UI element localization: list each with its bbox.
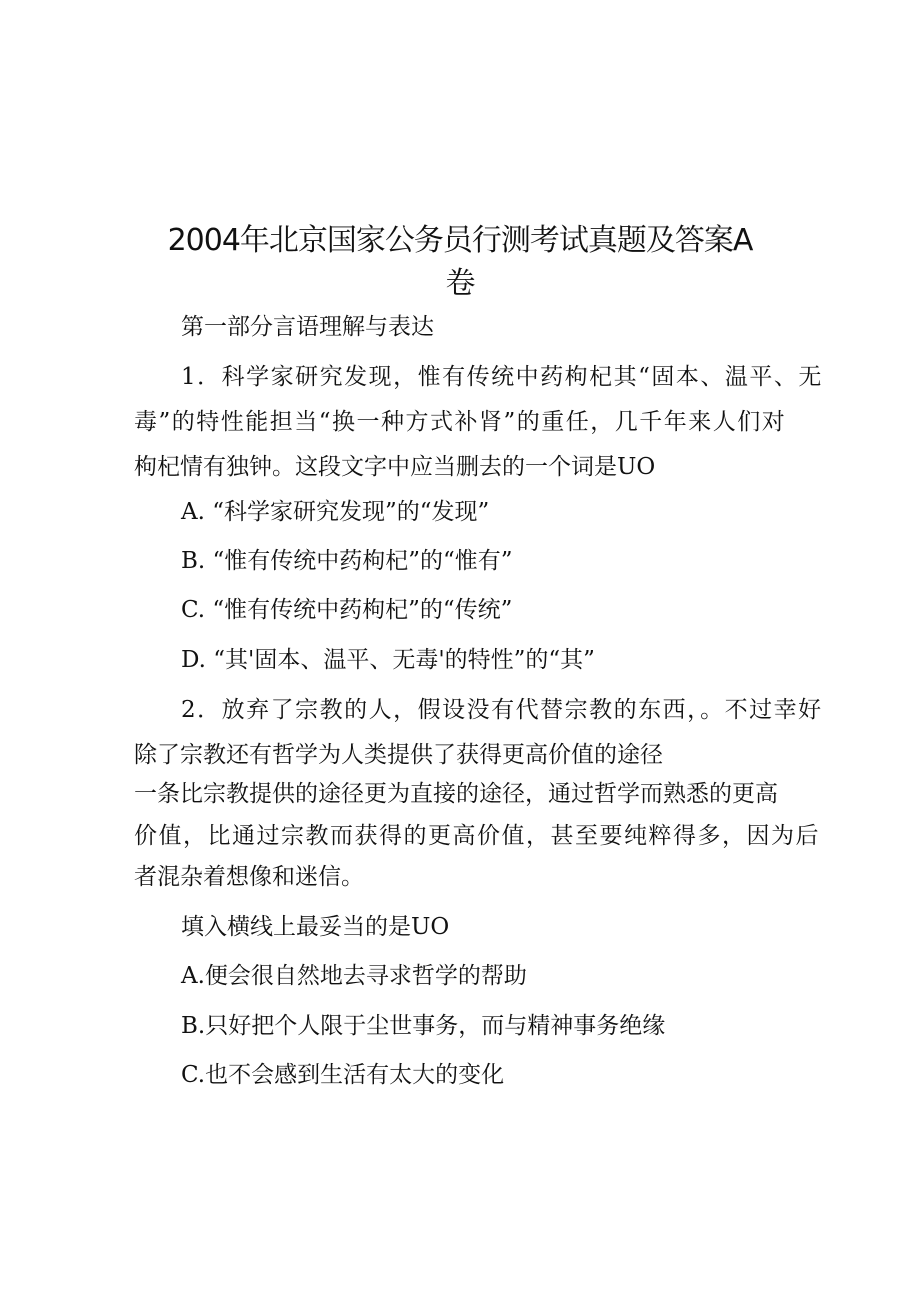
section-heading: 第一部分言语理解与表达 bbox=[181, 314, 434, 340]
q2-option-c: C.也不会感到生活有太大的变化 bbox=[181, 1062, 505, 1088]
q1-option-d: D. “其'固本、温平、无毒'的特性”的“其” bbox=[181, 647, 595, 673]
q2-text-line4: 价值，比通过宗教而获得的更高价值，甚至要纯粹得多，因为后 bbox=[134, 823, 820, 849]
q1-option-c: C. “惟有传统中药枸杞”的“传统” bbox=[181, 597, 513, 623]
q2-option-b: B.只好把个人限于尘世事务，而与精神事务绝缘 bbox=[181, 1013, 666, 1039]
q1-text-line1: 1．科学家研究发现，惟有传统中药枸杞其“固本、温平、无 bbox=[181, 364, 823, 390]
q1-option-b: B. “惟有传统中药枸杞”的“惟有” bbox=[181, 548, 513, 574]
document-title-line2: 卷 bbox=[445, 266, 475, 301]
q2-text-line2: 除了宗教还有哲学为人类提供了获得更高价值的途径 bbox=[134, 742, 663, 768]
document-title-line1: 2004年北京国家公务员行测考试真题及答案A bbox=[167, 223, 753, 258]
q2-prompt: 填入横线上最妥当的是UO bbox=[181, 914, 450, 940]
q1-option-a: A. “科学家研究发现”的“发现” bbox=[181, 499, 490, 525]
q1-text-line3: 枸杞情有独钟。这段文字中应当删去的一个词是UO bbox=[134, 454, 656, 480]
q2-text-line1: 2．放弃了宗教的人，假设没有代替宗教的东西，。不过幸好 bbox=[181, 697, 823, 723]
q2-text-line3: 一条比宗教提供的途径更为直接的途径，通过哲学而熟悉的更高 bbox=[134, 781, 778, 807]
q1-text-line2: 毒”的特性能担当“换一种方式补肾”的重任，几千年来人们对 bbox=[134, 409, 787, 435]
q2-text-line5: 者混杂着想像和迷信。 bbox=[134, 864, 364, 890]
q2-option-a: A.便会很自然地去寻求哲学的帮助 bbox=[181, 963, 527, 989]
